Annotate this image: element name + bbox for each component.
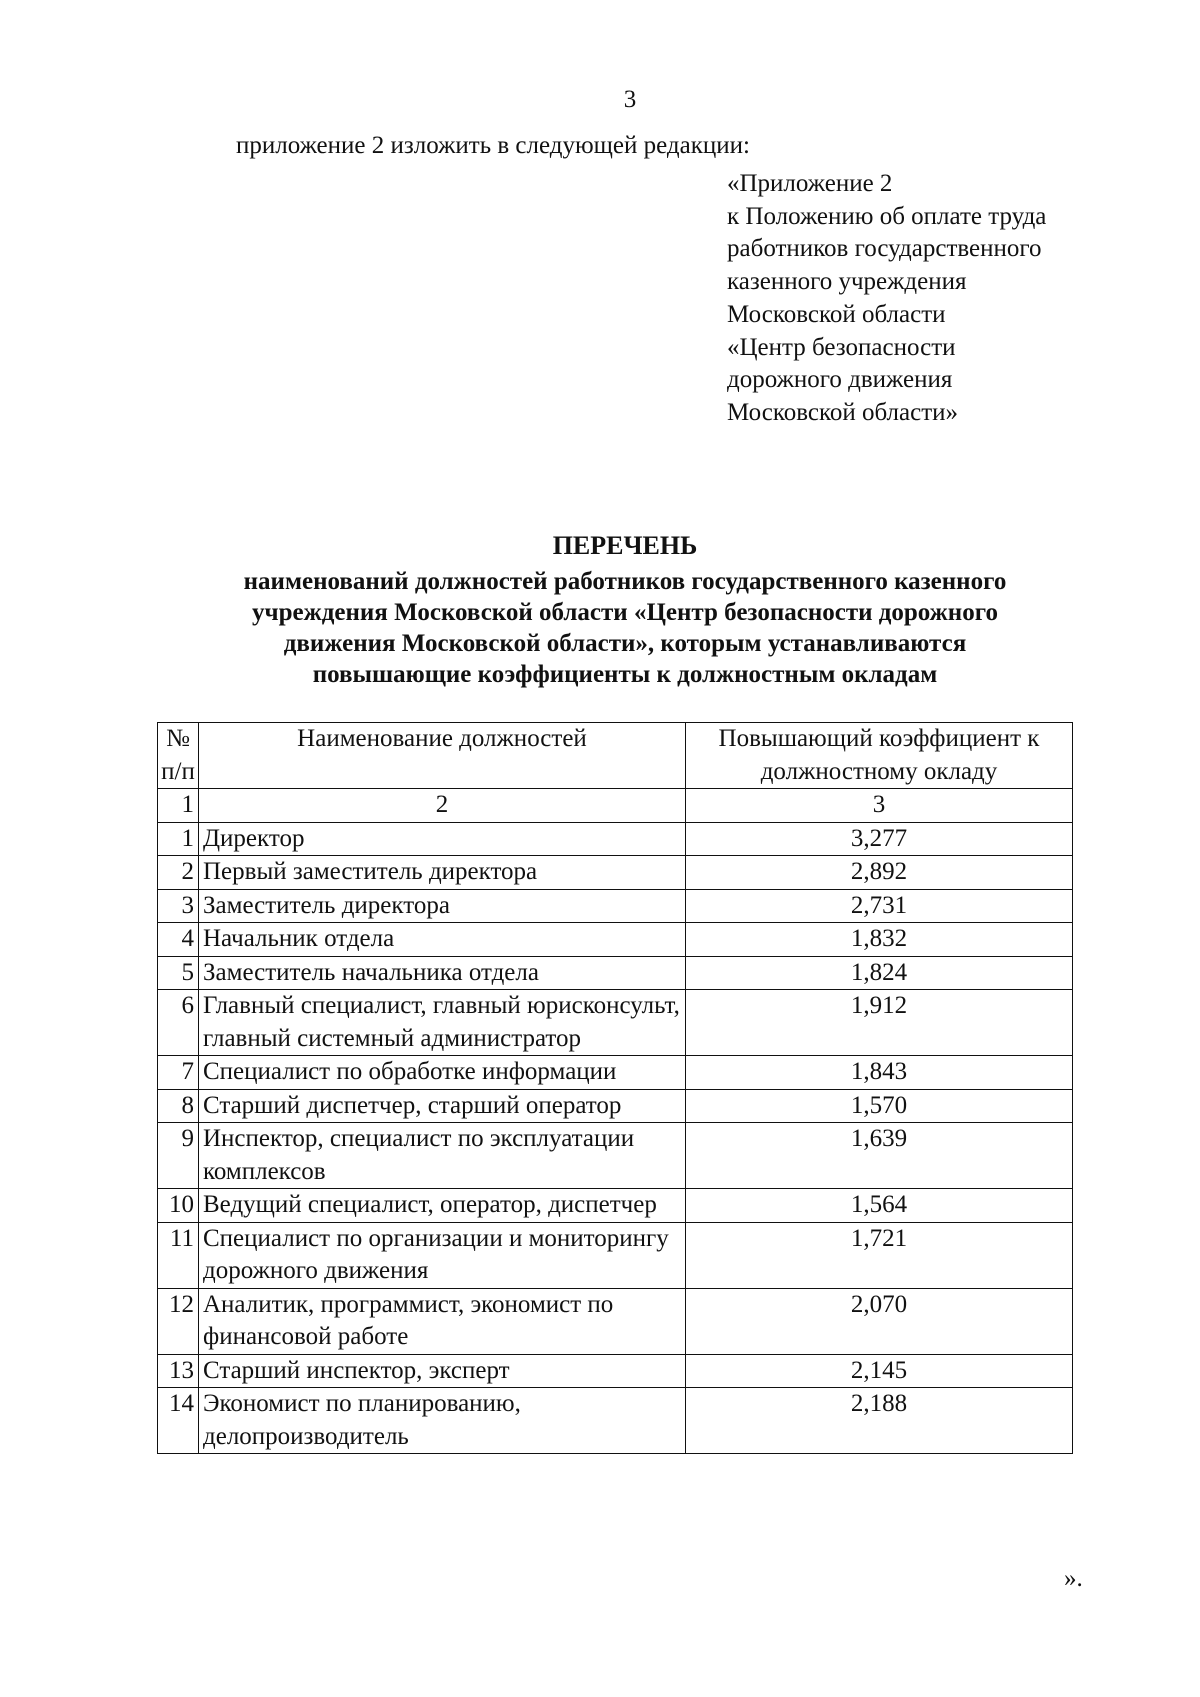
- title-line: повышающие коэффициенты к должностным окладам: [312, 661, 938, 688]
- appendix-header: [727, 168, 1046, 430]
- table-row: [158, 1388, 1073, 1454]
- row-coefficient: 2,188: [686, 1388, 1073, 1454]
- row-num: 11: [158, 1222, 199, 1288]
- row-num: 12: [158, 1288, 199, 1354]
- row-coefficient: 2,070: [686, 1288, 1073, 1354]
- title-line: учреждения Московской области «Центр безопасности дорожного: [252, 599, 998, 626]
- title-line: движения Московской области», которым устанавливаются: [283, 630, 967, 657]
- row-position: Аналитик, программист, экономист по финансовой работе: [199, 1288, 686, 1354]
- row-position: Главный специалист, главный юрисконсульт, главный системный администратор: [199, 990, 686, 1056]
- row-coefficient: 2,731: [686, 889, 1073, 923]
- row-coefficient: 1,843: [686, 1056, 1073, 1090]
- table-row: [158, 1222, 1073, 1288]
- row-position: Старший инспектор, эксперт: [199, 1354, 686, 1388]
- table-header-row: [158, 723, 1073, 789]
- table-row: [158, 822, 1073, 856]
- title-line: наименований должностей работников государственного казенного: [243, 568, 1007, 595]
- table-row: [158, 1089, 1073, 1123]
- row-coefficient: 1,570: [686, 1089, 1073, 1123]
- appendix-line: к Положению об оплате труда: [727, 202, 1047, 230]
- index-cell: 3: [686, 789, 1073, 823]
- row-coefficient: 2,145: [686, 1354, 1073, 1388]
- row-num: 6: [158, 990, 199, 1056]
- table-row: [158, 956, 1073, 990]
- closing-quote-mark: ».: [1064, 1565, 1083, 1592]
- table-row: [158, 990, 1073, 1056]
- row-position: Специалист по организации и мониторингу дорожного движения: [199, 1222, 686, 1288]
- row-num: 3: [158, 889, 199, 923]
- row-position: Специалист по обработке информации: [199, 1056, 686, 1090]
- row-position: Старший диспетчер, старший оператор: [199, 1089, 686, 1123]
- positions-table: [157, 722, 1073, 1454]
- table-row: [158, 889, 1073, 923]
- row-position: Директор: [199, 822, 686, 856]
- row-num: 2: [158, 856, 199, 890]
- appendix-line: «Приложение 2: [727, 170, 893, 197]
- row-coefficient: 2,892: [686, 856, 1073, 890]
- row-coefficient: 1,639: [686, 1123, 1073, 1189]
- appendix-line: дорожного движения: [727, 366, 953, 394]
- appendix-line: «Центр безопасности: [727, 333, 956, 361]
- intro-line: приложение 2 изложить в следующей редакции:: [236, 132, 750, 159]
- row-position: Заместитель начальника отдела: [199, 956, 686, 990]
- page-number: 3: [623, 86, 637, 113]
- row-num: 7: [158, 1056, 199, 1090]
- table-row: [158, 1123, 1073, 1189]
- table-row: [158, 923, 1073, 957]
- table-row: [158, 1056, 1073, 1090]
- row-num: 8: [158, 1089, 199, 1123]
- index-cell: 1: [158, 789, 199, 823]
- row-coefficient: 1,824: [686, 956, 1073, 990]
- document-title: [150, 530, 1100, 690]
- row-num: 14: [158, 1388, 199, 1454]
- row-position: Экономист по планированию, делопроизводитель: [199, 1388, 686, 1454]
- row-num: 13: [158, 1354, 199, 1388]
- table-row: [158, 856, 1073, 890]
- row-position: Заместитель директора: [199, 889, 686, 923]
- row-num: 10: [158, 1189, 199, 1223]
- header-coef: Повышающий коэффициент к должностному окладу: [686, 723, 1073, 789]
- row-coefficient: 3,277: [686, 822, 1073, 856]
- header-num: № п/п: [158, 723, 199, 789]
- row-coefficient: 1,721: [686, 1222, 1073, 1288]
- row-coefficient: 1,564: [686, 1189, 1073, 1223]
- row-position: Инспектор, специалист по эксплуатации комплексов: [199, 1123, 686, 1189]
- table-index-row: [158, 789, 1073, 823]
- appendix-line: Московской области: [727, 300, 946, 328]
- row-coefficient: 1,912: [686, 990, 1073, 1056]
- appendix-line: работников государственного: [727, 235, 1042, 263]
- row-position: Начальник отдела: [199, 923, 686, 957]
- index-cell: 2: [199, 789, 686, 823]
- appendix-line: Московской области»: [727, 398, 959, 426]
- row-num: 1: [158, 822, 199, 856]
- header-name: Наименование должностей: [199, 723, 686, 789]
- row-num: 9: [158, 1123, 199, 1189]
- row-num: 4: [158, 923, 199, 957]
- row-position: Первый заместитель директора: [199, 856, 686, 890]
- table-row: [158, 1354, 1073, 1388]
- title-main: ПЕРЕЧЕНЬ: [552, 531, 698, 560]
- row-num: 5: [158, 956, 199, 990]
- appendix-line: казенного учреждения: [727, 268, 967, 296]
- row-position: Ведущий специалист, оператор, диспетчер: [199, 1189, 686, 1223]
- table-row: [158, 1189, 1073, 1223]
- row-coefficient: 1,832: [686, 923, 1073, 957]
- table-row: [158, 1288, 1073, 1354]
